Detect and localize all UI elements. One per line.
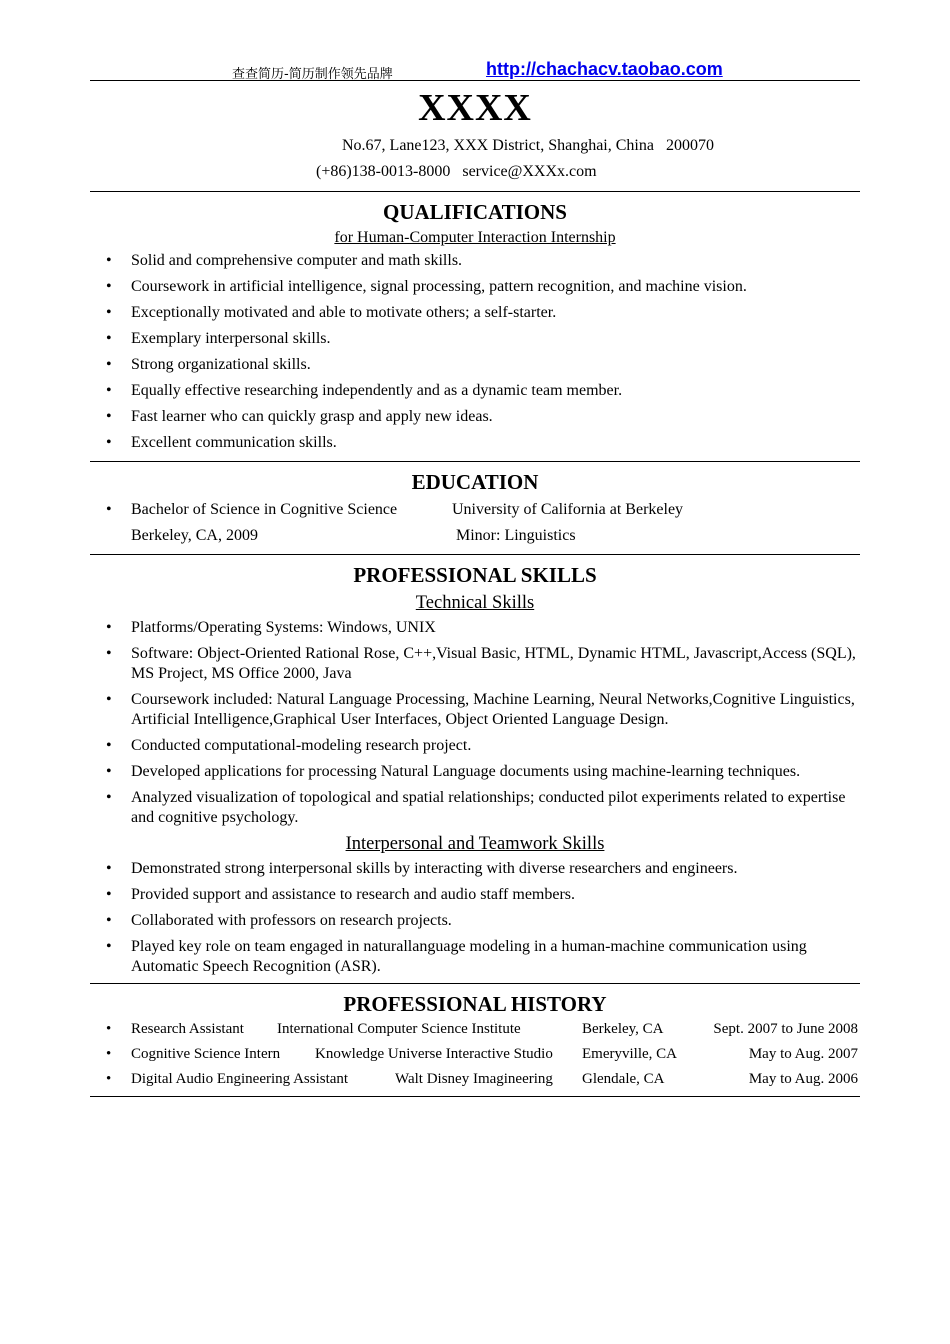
history-rows	[90, 1021, 860, 1091]
bullet: •	[106, 356, 112, 373]
list-item-text: Exceptionally motivated and able to motivate others; a self-starter.	[131, 304, 557, 321]
list-item-text: Coursework included: Natural Language Processing, Machine Learning, Neural Networks,Cognitive Linguistics, Artificial Intelligence,Graphical User Interfaces, Object Oriented Language Design.	[131, 691, 855, 728]
list-item	[90, 762, 860, 782]
list-item	[90, 736, 860, 756]
list-item	[90, 303, 860, 323]
list-item	[90, 618, 860, 638]
section-divider	[90, 554, 860, 555]
section-title: PROFESSIONAL SKILLS	[353, 563, 597, 587]
section-title: PROFESSIONAL HISTORY	[343, 992, 607, 1016]
bullet: •	[106, 278, 112, 295]
list-item	[90, 937, 860, 977]
address: No.67, Lane123, XXX District, Shanghai, China 200070	[342, 137, 714, 154]
list-item-text: Software: Object-Oriented Rational Rose, C++,Visual Basic, HTML, Dynamic HTML, Javascript,Access (SQL), MS Project, MS Office 2000, Java	[131, 645, 856, 682]
history-org: Walt Disney Imagineering	[395, 1071, 553, 1087]
bullet: •	[106, 860, 112, 877]
history-org: Knowledge Universe Interactive Studio	[315, 1046, 553, 1062]
bullet: •	[106, 886, 112, 903]
bullet: •	[106, 408, 112, 425]
qualifications-section	[90, 199, 860, 453]
bullet: •	[106, 737, 112, 754]
education-section	[90, 469, 860, 547]
list-item	[90, 885, 860, 905]
technical-skills-subtitle: Technical Skills	[415, 593, 535, 613]
list-item	[90, 407, 860, 427]
list-item-text: Conducted computational-modeling research project.	[131, 737, 472, 754]
section-divider	[90, 1096, 860, 1097]
contact-info: (+86)138-0013-8000 service@XXXx.com	[316, 163, 597, 180]
education-row	[90, 501, 860, 521]
list-item	[90, 381, 860, 401]
school: University of California at Berkeley	[452, 501, 684, 518]
list-item	[90, 251, 860, 271]
list-item	[90, 690, 860, 730]
bullet: •	[106, 1046, 112, 1062]
bullet: •	[106, 645, 112, 662]
list-item-text: Collaborated with professors on research projects.	[131, 912, 452, 929]
history-row	[90, 1071, 860, 1091]
bullet: •	[106, 1021, 112, 1037]
minor: Minor: Linguistics	[456, 527, 576, 544]
list-item-text: Excellent communication skills.	[131, 434, 337, 451]
header-divider	[90, 80, 860, 81]
list-item	[90, 329, 860, 349]
list-item-text: Demonstrated strong interpersonal skills by interacting with diverse researchers and engineers.	[131, 860, 738, 877]
list-item-text: Coursework in artificial intelligence, signal processing, pattern recognition, and machine vision.	[131, 278, 747, 295]
list-item-text: Strong organizational skills.	[131, 356, 311, 373]
section-divider	[90, 191, 860, 192]
bullet: •	[106, 501, 112, 518]
history-dates: May to Aug. 2007	[748, 1046, 858, 1062]
history-row	[90, 1021, 860, 1041]
skills-section	[90, 562, 860, 977]
bullet: •	[106, 330, 112, 347]
list-item-text: Provided support and assistance to research and audio staff members.	[131, 886, 576, 903]
bullet: •	[106, 691, 112, 708]
bullet: •	[106, 789, 112, 806]
resume-page	[90, 56, 860, 1097]
location-year: Berkeley, CA, 2009	[131, 527, 258, 544]
history-place: Berkeley, CA	[582, 1021, 664, 1037]
list-item	[90, 433, 860, 453]
list-item-text: Developed applications for processing Natural Language documents using machine-learning techniques.	[131, 763, 801, 780]
section-title: QUALIFICATIONS	[383, 200, 567, 224]
list-item	[90, 859, 860, 879]
bullet: •	[106, 304, 112, 321]
list-item-text: Played key role on team engaged in naturallanguage modeling in a human-machine communication using Automatic Speech Recognition (ASR).	[131, 938, 807, 975]
bullet: •	[106, 938, 112, 955]
history-row	[90, 1046, 860, 1066]
history-org: International Computer Science Institute	[277, 1021, 521, 1037]
brand-text: 查查简历-简历制作领先品牌	[232, 67, 393, 82]
history-place: Emeryville, CA	[582, 1046, 677, 1062]
site-link[interactable]: http://chachacv.taobao.com	[486, 59, 723, 79]
history-role: Research Assistant	[131, 1021, 244, 1037]
list-item-text: Solid and comprehensive computer and math skills.	[131, 252, 463, 269]
list-item-text: Platforms/Operating Systems: Windows, UNIX	[131, 619, 436, 636]
history-place: Glendale, CA	[582, 1071, 665, 1087]
interpersonal-skills-list	[90, 859, 860, 977]
bullet: •	[106, 619, 112, 636]
technical-skills-list	[90, 618, 860, 828]
section-divider	[90, 983, 860, 984]
list-item	[90, 277, 860, 297]
degree: Bachelor of Science in Cognitive Science	[131, 501, 398, 518]
qualifications-subtitle: for Human-Computer Interaction Internship	[334, 229, 616, 246]
list-item-text: Fast learner who can quickly grasp and apply new ideas.	[131, 408, 493, 425]
list-item	[90, 911, 860, 931]
interpersonal-skills-subtitle: Interpersonal and Teamwork Skills	[345, 834, 605, 854]
history-role: Cognitive Science Intern	[131, 1046, 281, 1062]
list-item-text: Exemplary interpersonal skills.	[131, 330, 331, 347]
candidate-name: XXXX	[418, 87, 532, 129]
section-divider	[90, 461, 860, 462]
list-item-text: Analyzed visualization of topological and spatial relationships; conducted pilot experiments related to expertise and cognitive psychology.	[131, 789, 846, 826]
section-title: EDUCATION	[411, 470, 539, 494]
qualifications-list	[90, 251, 860, 453]
bullet: •	[106, 912, 112, 929]
history-dates: May to Aug. 2006	[748, 1071, 858, 1087]
history-section	[90, 991, 860, 1091]
list-item	[90, 355, 860, 375]
document-header	[90, 56, 860, 80]
list-item-text: Equally effective researching independently and as a dynamic team member.	[131, 382, 623, 399]
bullet: •	[106, 1071, 112, 1087]
bullet: •	[106, 434, 112, 451]
history-dates: Sept. 2007 to June 2008	[713, 1021, 858, 1037]
education-row	[90, 527, 860, 547]
list-item	[90, 644, 860, 684]
history-role: Digital Audio Engineering Assistant	[131, 1071, 349, 1087]
bullet: •	[106, 382, 112, 399]
list-item	[90, 788, 860, 828]
bullet: •	[106, 252, 112, 269]
bullet: •	[106, 763, 112, 780]
